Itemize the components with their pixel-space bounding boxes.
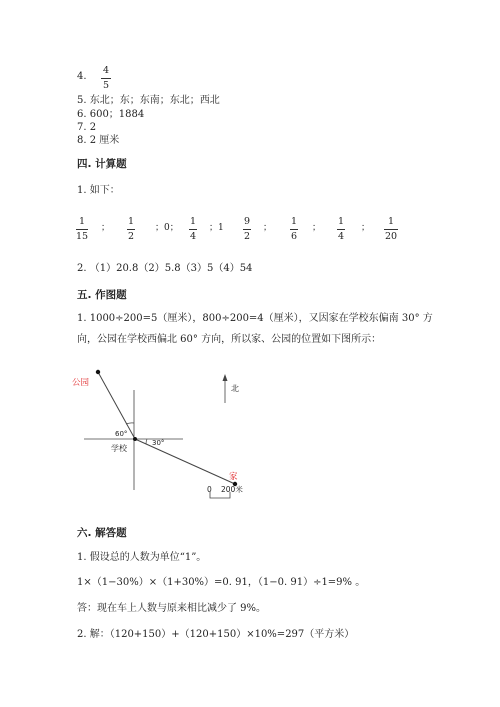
separator: ； [263,223,273,233]
separator: ； [312,223,322,233]
angle-60-label: 60° [115,430,128,438]
fraction-numerator: 1 [384,217,398,230]
separator: ； [361,223,371,233]
fraction-denominator: 6 [290,230,298,242]
fraction-numerator: 1 [337,217,345,230]
section-heading-solution: 六. 解答题 [77,527,127,539]
answer-5: 5. 东北；东；东南；东北；西北 [77,95,220,106]
scale-distance-label: 200米 [221,485,243,494]
section-heading-drawing: 五. 作图题 [77,289,127,301]
answer-4-label: 4. [77,71,87,82]
separator: ； [101,223,111,233]
answer-6: 6. 600；1884 [77,109,145,120]
question-4-1-label: 1. 如下： [77,185,120,196]
section6-line2: 1×（1−30%）×（1+30%）=0. 91，（1−0. 91）÷1=9% 。 [77,577,366,588]
section-heading-calculation: 四. 计算题 [77,158,127,170]
answer-7: 7. 2 [77,122,97,133]
section6-line4: 2. 解：（120+150）+（120+150）×10%=297（平方米） [77,629,355,640]
fraction-numerator: 1 [189,217,197,230]
angle-60-arc [126,423,134,424]
fraction-denominator: 4 [189,230,197,242]
fraction-denominator: 15 [76,230,89,242]
school-point [133,437,137,441]
scale-zero-label: 0 [207,485,212,494]
zero-value: ；0； [155,223,179,233]
school-to-park-line [98,372,135,439]
section6-line1: 1. 假设总的人数为单位“1”。 [77,552,207,563]
north-arrow-icon [223,374,228,381]
school-to-home-line [135,439,235,484]
park-point [96,370,100,374]
north-label: 北 [231,384,239,393]
question-4-2: 2. （1）20.8（2）5.8（3）5（4）54 [77,263,253,274]
fraction-denominator: 2 [243,230,251,242]
fraction-numerator: 1 [127,217,135,230]
angle-30-arc [146,439,147,444]
park-label: 公园 [72,378,90,388]
home-label: 家 [229,472,238,482]
school-label: 学校 [111,444,127,453]
fraction-denominator: 2 [127,230,135,242]
one-value: ；1 [209,223,224,233]
fraction-numerator: 9 [243,217,251,230]
fraction-denominator: 5 [102,79,110,91]
fraction-numerator: 4 [101,66,111,79]
angle-30-label: 30° [152,439,165,447]
fraction-denominator: 20 [384,230,398,242]
answer-8: 8. 2 厘米 [77,135,120,146]
fraction-denominator: 4 [337,230,345,242]
fraction-numerator: 1 [290,217,298,230]
section5-text-line1: 1. 1000÷200=5（厘米），800÷200=4（厘米），又因家在学校东偏南 30° 方 [77,313,433,324]
section5-text-line2: 向，公园在学校西偏北 60° 方向，所以家、公园的位置如下图所示： [77,334,382,345]
section6-line3: 答：现在车上人数与原来相比减少了 9%。 [77,603,267,614]
fraction-numerator: 1 [76,217,88,230]
